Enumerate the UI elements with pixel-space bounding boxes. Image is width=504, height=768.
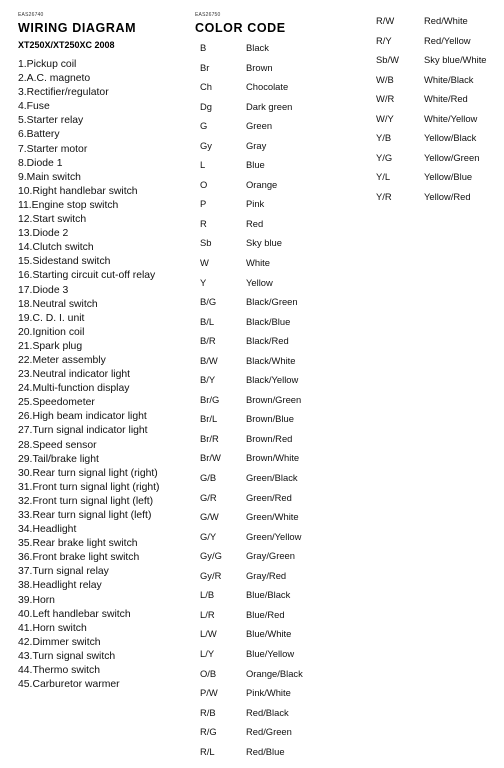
- color-code-row: [376, 50, 487, 70]
- color-code-row: [200, 409, 294, 429]
- color-code-row: [200, 77, 289, 97]
- color-name: Blue: [246, 159, 265, 171]
- color-name: Pink: [246, 198, 265, 210]
- color-name: Yellow/Blue: [424, 171, 473, 183]
- color-name: Blue/White: [246, 628, 292, 640]
- legend-item: 41.Horn switch: [18, 622, 87, 634]
- color-abbreviation: L/B: [200, 589, 215, 601]
- color-abbreviation: Br/G: [200, 393, 220, 405]
- component-legend-list: [18, 58, 160, 692]
- color-abbreviation: Y/L: [376, 171, 391, 183]
- color-name: Black/Green: [246, 296, 298, 308]
- legend-item: 7.Starter motor: [18, 143, 88, 155]
- color-name: Black/Yellow: [246, 374, 299, 386]
- color-name: Brown/Green: [246, 393, 302, 405]
- color-name: Orange: [246, 178, 278, 190]
- color-name: Blue/Yellow: [246, 647, 295, 659]
- color-name: Brown/Red: [246, 432, 293, 444]
- color-code-row: [200, 58, 273, 78]
- legend-item: 26.High beam indicator light: [18, 411, 147, 423]
- legend-item: 1.Pickup coil: [18, 59, 77, 70]
- color-code-row: [200, 370, 299, 390]
- color-abbreviation: L/R: [200, 608, 215, 620]
- legend-item: 43.Turn signal switch: [18, 650, 116, 662]
- legend-item: 35.Rear brake light switch: [18, 538, 138, 550]
- color-code-row: [200, 664, 303, 684]
- color-abbreviation: O/B: [200, 667, 217, 679]
- color-abbreviation: B/W: [200, 354, 218, 366]
- legend-item: 9.Main switch: [18, 171, 81, 183]
- legend-item: 18.Neutral switch: [18, 298, 98, 310]
- legend-item: 29.Tail/brake light: [18, 453, 99, 465]
- color-name: Green/White: [246, 511, 299, 523]
- legend-item: 28.Speed sensor: [18, 439, 97, 451]
- color-code-row: [200, 155, 265, 175]
- color-name: Gray: [246, 139, 267, 151]
- color-abbreviation: W: [200, 257, 209, 269]
- color-code-row: [200, 136, 267, 156]
- legend-item: 40.Left handlebar switch: [18, 608, 131, 620]
- legend-item: 30.Rear turn signal light (right): [18, 467, 158, 479]
- color-code-row: [376, 89, 468, 109]
- color-abbreviation: Ch: [200, 81, 212, 93]
- color-code-row: [200, 273, 273, 293]
- color-abbreviation: R/L: [200, 745, 215, 757]
- color-abbreviation: B/G: [200, 296, 217, 308]
- legend-item: 37.Turn signal relay: [18, 566, 109, 578]
- color-code-row: [200, 703, 289, 723]
- color-code-section-code: EAS26750: [195, 12, 221, 18]
- color-name: Gray/Red: [246, 569, 287, 581]
- color-code-row: [200, 312, 291, 332]
- legend-item: 12.Start switch: [18, 214, 87, 226]
- color-abbreviation: Br/W: [200, 452, 221, 464]
- color-code-row: [200, 742, 285, 762]
- legend-item: 6.Battery: [18, 129, 60, 141]
- color-code-row: [200, 194, 265, 214]
- color-abbreviation: Y: [200, 276, 207, 288]
- model-subtitle: XT250X/XT250XC 2008: [18, 40, 115, 50]
- color-abbreviation: R/G: [200, 726, 217, 738]
- color-code-row: [200, 605, 285, 625]
- color-code-row: [200, 546, 295, 566]
- color-abbreviation: Gy/G: [200, 550, 222, 562]
- color-abbreviation: Gy/R: [200, 569, 222, 581]
- color-code-row: [200, 253, 270, 273]
- color-code-row: [200, 644, 295, 664]
- legend-item: 31.Front turn signal light (right): [18, 481, 160, 493]
- legend-item: 33.Rear turn signal light (left): [18, 510, 152, 521]
- color-abbreviation: G: [200, 120, 208, 132]
- color-name: White/Yellow: [424, 112, 478, 124]
- color-abbreviation: Br/L: [200, 413, 218, 425]
- color-name: Green/Black: [246, 472, 298, 484]
- color-code-column-2: [376, 11, 487, 206]
- color-abbreviation: G/W: [200, 511, 219, 523]
- color-code-row: [200, 292, 298, 312]
- color-abbreviation: B/Y: [200, 374, 216, 386]
- color-abbreviation: Br: [200, 61, 210, 73]
- color-abbreviation: Br/R: [200, 432, 219, 444]
- color-name: Black: [246, 42, 269, 53]
- color-name: Red/Blue: [246, 745, 285, 757]
- color-name: Chocolate: [246, 81, 289, 93]
- legend-item: 42.Dimmer switch: [18, 636, 101, 648]
- legend-item: 10.Right handlebar switch: [18, 185, 138, 197]
- color-abbreviation: R/W: [376, 15, 395, 26]
- color-code-row: [200, 683, 291, 703]
- legend-item: 39.Horn: [18, 594, 55, 606]
- color-name: White/Red: [424, 93, 468, 105]
- color-abbreviation: W/R: [376, 93, 395, 105]
- color-code-row: [200, 507, 299, 527]
- color-code-row: [376, 11, 468, 31]
- color-code-row: [200, 429, 293, 449]
- legend-item: 45.Carburetor warmer: [18, 679, 120, 691]
- color-abbreviation: L/W: [200, 628, 217, 640]
- color-name: Blue/Red: [246, 608, 285, 620]
- color-abbreviation: G/Y: [200, 530, 217, 542]
- color-code-row: [376, 187, 471, 207]
- color-abbreviation: R/B: [200, 706, 216, 718]
- color-abbreviation: L/Y: [200, 647, 215, 659]
- color-name: Black/White: [246, 354, 296, 366]
- color-code-row: [200, 233, 282, 253]
- color-name: Brown/White: [246, 452, 300, 464]
- legend-item: 17.Diode 3: [18, 284, 69, 296]
- legend-item: 20.Ignition coil: [18, 326, 85, 338]
- color-abbreviation: Dg: [200, 100, 212, 112]
- legend-item: 2.A.C. magneto: [18, 73, 91, 85]
- legend-item: 44.Thermo switch: [18, 665, 100, 677]
- legend-item: 34.Headlight: [18, 524, 77, 536]
- color-abbreviation: Sb: [200, 237, 212, 249]
- legend-item: 24.Multi-function display: [18, 383, 130, 395]
- color-code-row: [376, 148, 480, 168]
- color-name: Yellow/Green: [424, 151, 480, 163]
- color-name: Green/Red: [246, 491, 292, 503]
- color-code-row: [376, 31, 471, 51]
- legend-item: 22.Meter assembly: [18, 354, 106, 366]
- color-name: Pink/White: [246, 687, 291, 699]
- color-code-row: [200, 527, 302, 547]
- wiring-diagram-code: EAS26740: [18, 12, 44, 18]
- color-code-row: [376, 128, 477, 148]
- color-code-row: [200, 488, 292, 508]
- legend-item: 15.Sidestand switch: [18, 256, 111, 268]
- color-name: Sky blue/White: [424, 54, 487, 66]
- color-name: Red/Green: [246, 726, 292, 738]
- color-abbreviation: Y/B: [376, 132, 392, 144]
- color-name: White: [246, 257, 270, 269]
- color-name: Red/White: [424, 15, 468, 26]
- legend-item: 13.Diode 2: [18, 228, 69, 240]
- color-code-row: [200, 624, 292, 644]
- legend-item: 4.Fuse: [18, 101, 50, 113]
- legend-item: 25.Speedometer: [18, 397, 95, 409]
- color-name: Orange/Black: [246, 667, 303, 679]
- color-name: Brown: [246, 61, 273, 73]
- color-code-title: COLOR CODE: [195, 21, 286, 35]
- color-abbreviation: Sb/W: [376, 54, 399, 66]
- color-abbreviation: R: [200, 217, 207, 229]
- color-code-row: [200, 116, 273, 136]
- color-abbreviation: O: [200, 178, 208, 190]
- color-abbreviation: P/W: [200, 687, 218, 699]
- color-abbreviation: W/Y: [376, 112, 394, 124]
- color-code-row: [200, 214, 264, 234]
- legend-item: 38.Headlight relay: [18, 580, 102, 592]
- color-name: Black/Red: [246, 335, 289, 347]
- color-name: Blue/Black: [246, 589, 291, 601]
- color-name: Black/Blue: [246, 315, 291, 327]
- legend-item: 8.Diode 1: [18, 157, 63, 169]
- color-code-row: [200, 722, 292, 742]
- color-abbreviation: Gy: [200, 139, 212, 151]
- legend-item: 32.Front turn signal light (left): [18, 495, 154, 507]
- color-code-row: [376, 167, 473, 187]
- color-abbreviation: B: [200, 42, 207, 53]
- color-name: Green/Yellow: [246, 530, 302, 542]
- color-code-row: [200, 468, 298, 488]
- color-code-row: [200, 97, 293, 117]
- color-abbreviation: B/R: [200, 335, 216, 347]
- color-abbreviation: W/B: [376, 73, 394, 85]
- color-name: Yellow/Black: [424, 132, 477, 144]
- color-abbreviation: L: [200, 159, 206, 171]
- color-code-row: [200, 585, 291, 605]
- color-name: Yellow: [246, 276, 273, 288]
- color-code-row: [200, 175, 278, 195]
- color-code-row: [200, 390, 302, 410]
- color-abbreviation: R/Y: [376, 34, 392, 46]
- legend-item: 5.Starter relay: [18, 115, 84, 127]
- color-code-row: [200, 351, 296, 371]
- color-abbreviation: Y/R: [376, 190, 392, 202]
- color-name: Dark green: [246, 100, 293, 112]
- legend-item: 3.Rectifier/regulator: [18, 87, 109, 99]
- legend-item: 14.Clutch switch: [18, 242, 94, 254]
- color-code-row: [200, 331, 289, 351]
- color-abbreviation: Y/G: [376, 151, 393, 163]
- legend-item: 19.C. D. I. unit: [18, 312, 85, 324]
- color-name: Gray/Green: [246, 550, 295, 562]
- legend-item: 11.Engine stop switch: [18, 199, 119, 211]
- color-code-row: [200, 448, 300, 468]
- color-name: Red: [246, 217, 264, 229]
- color-code-row: [200, 38, 269, 58]
- color-name: Red/Yellow: [424, 34, 471, 46]
- color-code-row: [376, 70, 474, 90]
- legend-item: 23.Neutral indicator light: [18, 369, 131, 381]
- color-name: Brown/Blue: [246, 413, 294, 425]
- color-abbreviation: G/R: [200, 491, 217, 503]
- legend-item: 21.Spark plug: [18, 340, 83, 352]
- color-name: Red/Black: [246, 706, 289, 718]
- color-code-row: [200, 566, 287, 586]
- color-name: White/Black: [424, 73, 474, 85]
- color-name: Green: [246, 120, 273, 132]
- legend-item: 16.Starting circuit cut-off relay: [18, 270, 156, 282]
- color-code-column-1: [200, 38, 303, 761]
- color-code-row: [376, 109, 478, 129]
- color-name: Yellow/Red: [424, 190, 471, 202]
- color-abbreviation: B/L: [200, 315, 215, 327]
- color-name: Sky blue: [246, 237, 282, 249]
- legend-item: 36.Front brake light switch: [18, 552, 140, 564]
- wiring-diagram-title: WIRING DIAGRAM: [18, 21, 137, 35]
- legend-item: 27.Turn signal indicator light: [18, 425, 148, 437]
- color-abbreviation: P: [200, 198, 207, 210]
- color-abbreviation: G/B: [200, 472, 217, 484]
